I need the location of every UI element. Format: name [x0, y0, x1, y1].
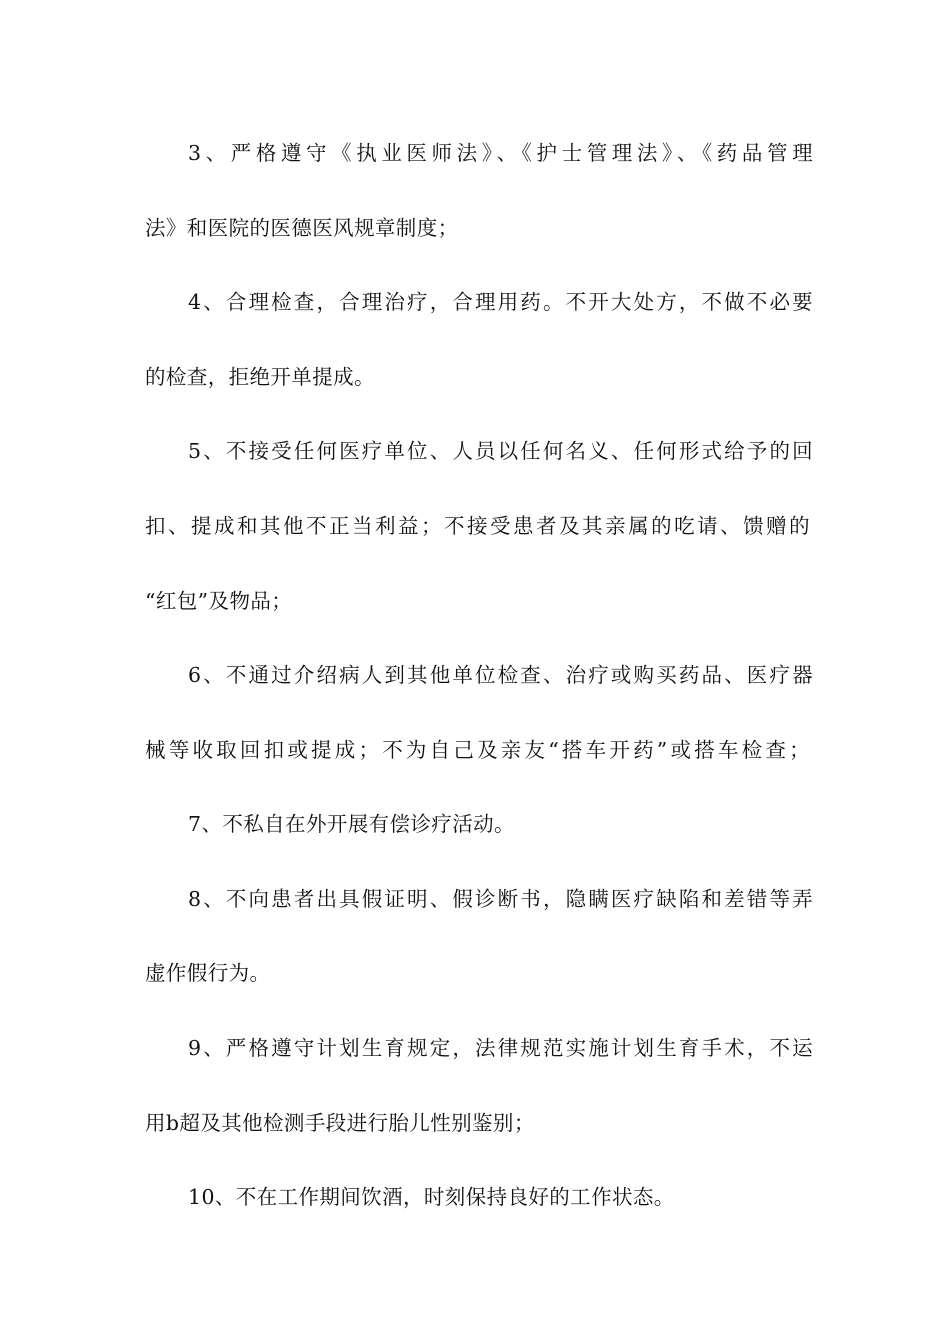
item-9-line-2: 用b超及其他检测手段进行胎儿性别鉴别； [145, 1111, 535, 1135]
item-3-line-1: 3、严格遵守《执业医师法》、《护士管理法》、《药品管理 [188, 141, 813, 165]
item-10-line-1: 10、不在工作期间饮酒，时刻保持良好的工作状态。 [188, 1185, 675, 1209]
item-3-line-2: 法》和医院的医德医风规章制度； [145, 216, 459, 240]
item-5-line-1: 5、不接受任何医疗单位、人员以任何名义、任何形式给予的回 [188, 439, 813, 463]
item-6-line-2: 械等收取回扣或提成；不为自己及亲友“搭车开药”或搭车检查； [145, 738, 810, 762]
item-8-line-2: 虚作假行为。 [145, 961, 271, 985]
item-4-line-2: 的检查，拒绝开单提成。 [145, 365, 375, 389]
item-7-line-1: 7、不私自在外开展有偿诊疗活动。 [188, 812, 515, 836]
item-6-line-1: 6、不通过介绍病人到其他单位检查、治疗或购买药品、医疗器 [188, 663, 813, 687]
item-5-line-2: 扣、提成和其他不正当利益；不接受患者及其亲属的吃请、馈赠的 [145, 514, 810, 538]
item-8-line-1: 8、不向患者出具假证明、假诊断书，隐瞒医疗缺陷和差错等弄 [188, 887, 813, 911]
item-5-line-3: “红包”及物品； [145, 589, 293, 613]
item-9-line-1: 9、严格遵守计划生育规定，法律规范实施计划生育手术，不运 [188, 1036, 813, 1060]
item-4-line-1: 4、合理检查，合理治疗，合理用药。不开大处方，不做不必要 [188, 290, 813, 314]
